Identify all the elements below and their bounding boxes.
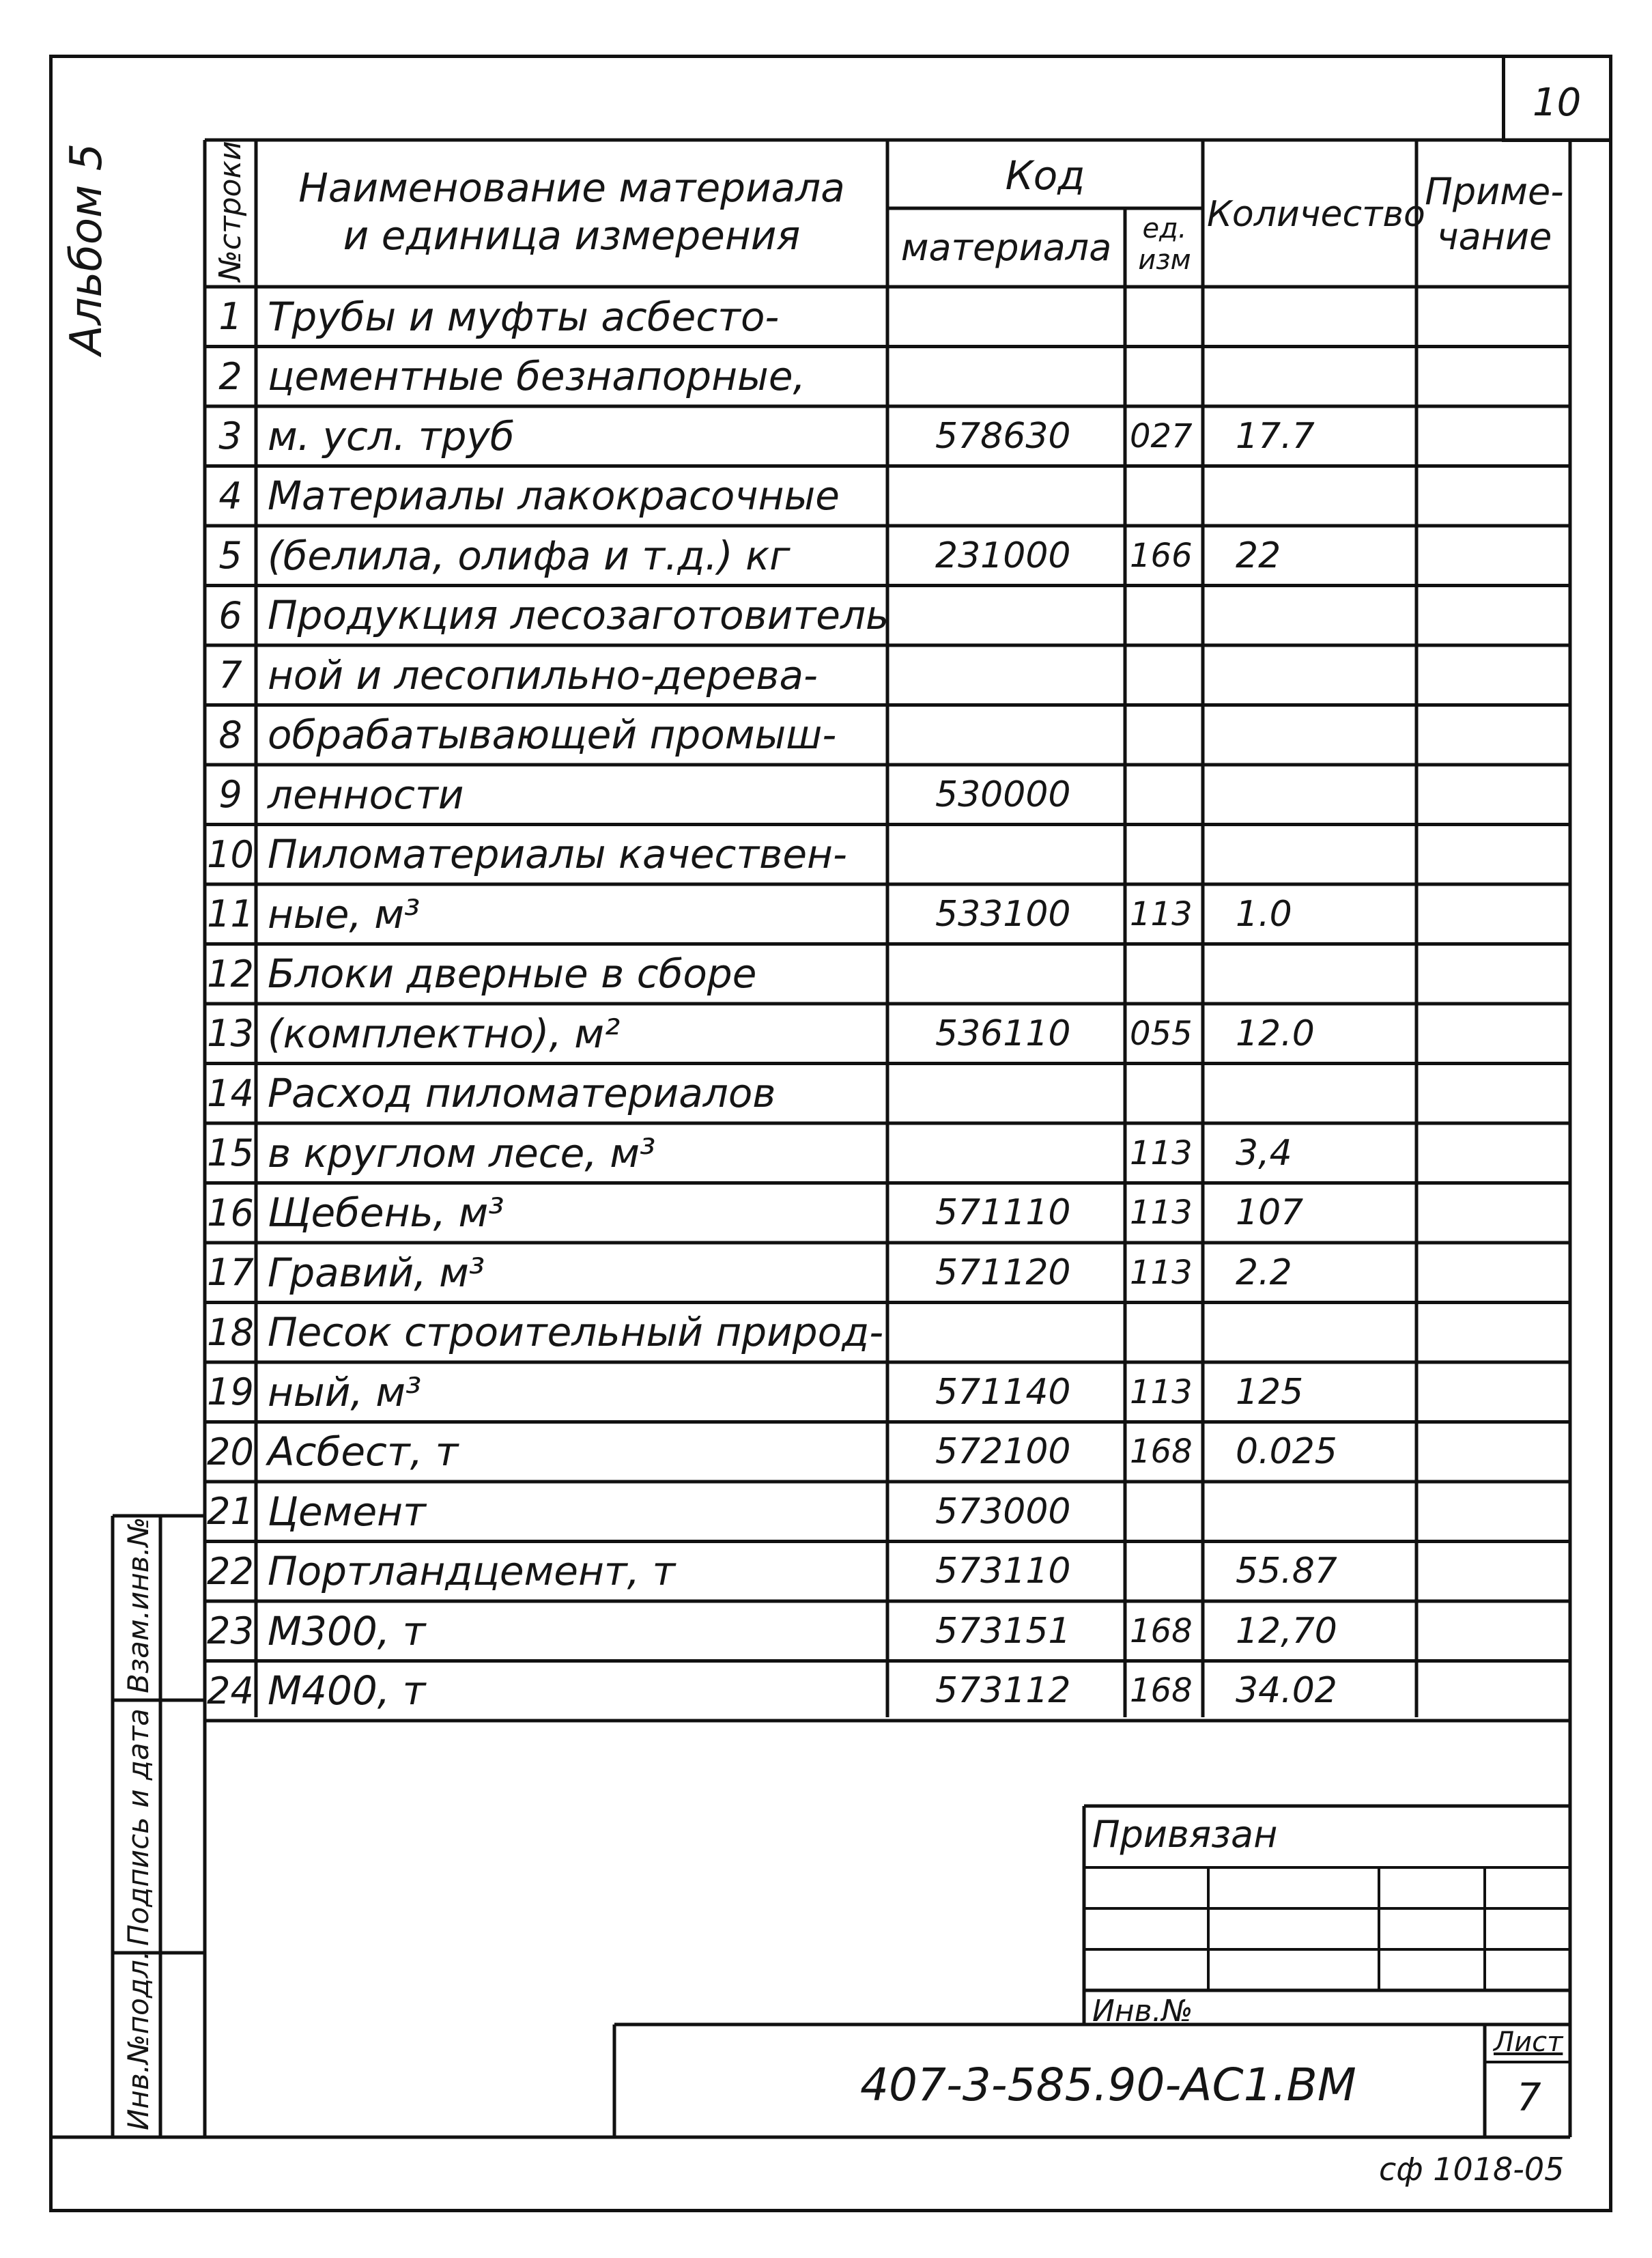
- row-number: 16: [207, 1191, 254, 1234]
- unit-code: [1130, 705, 1201, 765]
- unit-code: [1130, 765, 1201, 825]
- row-number: 17: [207, 1251, 254, 1295]
- side-inv-orig: Инв.№подл.: [122, 1950, 155, 2130]
- material-code: 530000: [935, 774, 1071, 815]
- row-number: 9: [218, 773, 242, 817]
- quantity: [1236, 825, 1413, 885]
- quantity: 107: [1236, 1192, 1304, 1234]
- row-number: 4: [218, 474, 242, 518]
- material-code: 572100: [935, 1431, 1071, 1473]
- material-code: 231000: [935, 535, 1071, 576]
- material-name: (белила, олифа и т.д.) кг: [268, 532, 791, 579]
- unit-code: [1130, 1542, 1201, 1602]
- material-name: (комплектно), м²: [268, 1010, 621, 1057]
- row-number: 5: [218, 534, 242, 578]
- material-code: [935, 944, 1123, 1004]
- material-name: обрабатывающей промыш-: [268, 711, 837, 759]
- row-number: 3: [218, 414, 242, 458]
- header-code: Код: [1005, 152, 1085, 199]
- page-number: 10: [1533, 81, 1582, 125]
- quantity: [1236, 466, 1413, 526]
- material-name: Расход пиломатериалов: [268, 1070, 776, 1117]
- footer-code: сф 1018-05: [1379, 2151, 1565, 2188]
- unit-code: 113: [1130, 894, 1193, 933]
- material-name: Материалы лакокрасочные: [268, 472, 840, 520]
- unit-code: 113: [1130, 1253, 1193, 1292]
- material-code: [935, 586, 1123, 646]
- material-code: [935, 466, 1123, 526]
- row-number: 14: [207, 1071, 254, 1115]
- unit-code: [1130, 1482, 1201, 1542]
- material-name: Песок строительный природ-: [268, 1309, 884, 1356]
- material-name: Цемент: [268, 1488, 426, 1535]
- quantity: 34.02: [1236, 1670, 1337, 1712]
- quantity: 2.2: [1236, 1252, 1292, 1293]
- header-note: [1419, 169, 1570, 259]
- quantity: [1236, 705, 1413, 765]
- material-name: ные, м³: [268, 890, 421, 937]
- quantity: [1236, 944, 1413, 1004]
- header-code-unit: [1128, 213, 1201, 276]
- material-name: ный, м³: [268, 1368, 422, 1415]
- unit-code: [1130, 287, 1201, 347]
- quantity: 22: [1236, 535, 1281, 576]
- material-name: Гравий, м³: [268, 1249, 485, 1296]
- unit-code: 166: [1130, 536, 1193, 575]
- row-number: 20: [207, 1430, 254, 1473]
- material-code: [935, 645, 1123, 705]
- unit-code: [1130, 347, 1201, 407]
- quantity: 1.0: [1236, 893, 1292, 935]
- stamp-sheet-no: 7: [1517, 2076, 1541, 2120]
- row-number: 7: [218, 653, 242, 697]
- material-code: [935, 347, 1123, 407]
- quantity: 55.87: [1236, 1551, 1337, 1592]
- material-name: М300, т: [268, 1607, 426, 1654]
- material-name: Продукция лесозаготовитель: [268, 592, 889, 639]
- header-code-unit-2: изм: [1138, 244, 1191, 276]
- row-number: 23: [207, 1609, 254, 1653]
- material-name: Портландцемент, т: [268, 1548, 676, 1595]
- material-code: [935, 825, 1123, 885]
- header-code-material: материала: [900, 226, 1112, 269]
- material-code: 573000: [935, 1491, 1071, 1532]
- row-number: 2: [218, 354, 242, 398]
- header-name-line2: и единица измерения: [343, 212, 801, 259]
- stamp-designation: 407-3-585.90-АС1.ВМ: [860, 2059, 1356, 2111]
- material-name: м. усл. труб: [268, 412, 515, 460]
- row-number: 10: [207, 832, 254, 876]
- material-code: 573112: [935, 1670, 1071, 1712]
- quantity: [1236, 287, 1413, 347]
- material-name: Трубы и муфты асбесто-: [268, 293, 780, 340]
- material-code: 578630: [935, 415, 1071, 457]
- unit-code: [1130, 586, 1201, 646]
- row-number: 8: [218, 713, 242, 757]
- unit-code: 113: [1130, 1194, 1193, 1232]
- material-name: Щебень, м³: [268, 1189, 504, 1237]
- side-sign-date: Подпись и дата: [122, 1708, 155, 1946]
- album-label: Альбом 5: [61, 143, 112, 355]
- material-name: Пиломатериалы качествен-: [268, 831, 847, 878]
- header-note-2: чание: [1436, 215, 1552, 258]
- unit-code: 113: [1130, 1372, 1193, 1411]
- unit-code: 027: [1130, 417, 1193, 455]
- quantity: 17.7: [1236, 415, 1315, 457]
- header-row-no: №строки: [213, 141, 248, 281]
- header-note-1: Приме-: [1425, 170, 1564, 213]
- row-number: 21: [207, 1490, 254, 1534]
- quantity: [1236, 645, 1413, 705]
- row-number: 15: [207, 1131, 254, 1175]
- row-number: 22: [207, 1549, 254, 1593]
- material-code: 573110: [935, 1551, 1071, 1592]
- unit-code: 168: [1130, 1671, 1193, 1710]
- stamp-attached: Привязан: [1092, 1813, 1278, 1856]
- unit-code: 168: [1130, 1433, 1193, 1471]
- header-name: [259, 164, 884, 259]
- header-quantity: Количество: [1207, 194, 1425, 235]
- row-number: 11: [207, 892, 254, 936]
- material-name: ной и лесопильно-дерева-: [268, 651, 818, 698]
- row-number: 24: [207, 1669, 254, 1712]
- header-name-line1: Наименование материала: [298, 165, 845, 211]
- material-code: [935, 1123, 1123, 1183]
- material-name: цементные безнапорные,: [268, 353, 806, 400]
- quantity: 125: [1236, 1371, 1304, 1413]
- quantity: [1236, 765, 1413, 825]
- material-code: 536110: [935, 1013, 1071, 1054]
- unit-code: 055: [1130, 1014, 1193, 1053]
- row-number: 19: [207, 1370, 254, 1414]
- row-number: 18: [207, 1310, 254, 1354]
- quantity: [1236, 347, 1413, 407]
- unit-code: [1130, 1303, 1201, 1363]
- material-name: в круглом лесе, м³: [268, 1129, 656, 1176]
- unit-code: [1130, 944, 1201, 1004]
- quantity: 12.0: [1236, 1013, 1315, 1054]
- material-code: 533100: [935, 893, 1071, 935]
- row-number: 12: [207, 952, 254, 996]
- material-code: [935, 705, 1123, 765]
- material-name: ленности: [268, 771, 464, 818]
- unit-code: [1130, 825, 1201, 885]
- material-code: [935, 1303, 1123, 1363]
- unit-code: 168: [1130, 1611, 1193, 1650]
- material-code: 571140: [935, 1371, 1071, 1413]
- material-name: М400, т: [268, 1667, 426, 1714]
- unit-code: [1130, 645, 1201, 705]
- stamp-inv-no: Инв.№: [1092, 1994, 1193, 2029]
- row-number: 1: [218, 295, 242, 339]
- header-code-unit-1: ед.: [1142, 213, 1187, 244]
- row-number: 6: [218, 593, 242, 637]
- material-code: 571110: [935, 1192, 1071, 1234]
- material-name: Блоки дверные в сборе: [268, 950, 757, 998]
- unit-code: [1130, 466, 1201, 526]
- quantity: 12,70: [1236, 1610, 1337, 1652]
- material-code: [935, 287, 1123, 347]
- quantity: [1236, 1064, 1413, 1124]
- quantity: 0.025: [1236, 1431, 1337, 1473]
- quantity: [1236, 1303, 1413, 1363]
- material-name: Асбест, т: [268, 1428, 459, 1476]
- unit-code: 113: [1130, 1133, 1193, 1172]
- stamp-sheet-label: Лист: [1494, 2027, 1563, 2058]
- unit-code: [1130, 1064, 1201, 1124]
- material-code: 573151: [935, 1610, 1071, 1652]
- side-replace-inv: Взам.инв.№: [122, 1516, 155, 1693]
- quantity: [1236, 1482, 1413, 1542]
- row-number: 13: [207, 1012, 254, 1056]
- material-code: [935, 1064, 1123, 1124]
- quantity: 3,4: [1236, 1132, 1292, 1174]
- material-code: 571120: [935, 1252, 1071, 1293]
- quantity: [1236, 586, 1413, 646]
